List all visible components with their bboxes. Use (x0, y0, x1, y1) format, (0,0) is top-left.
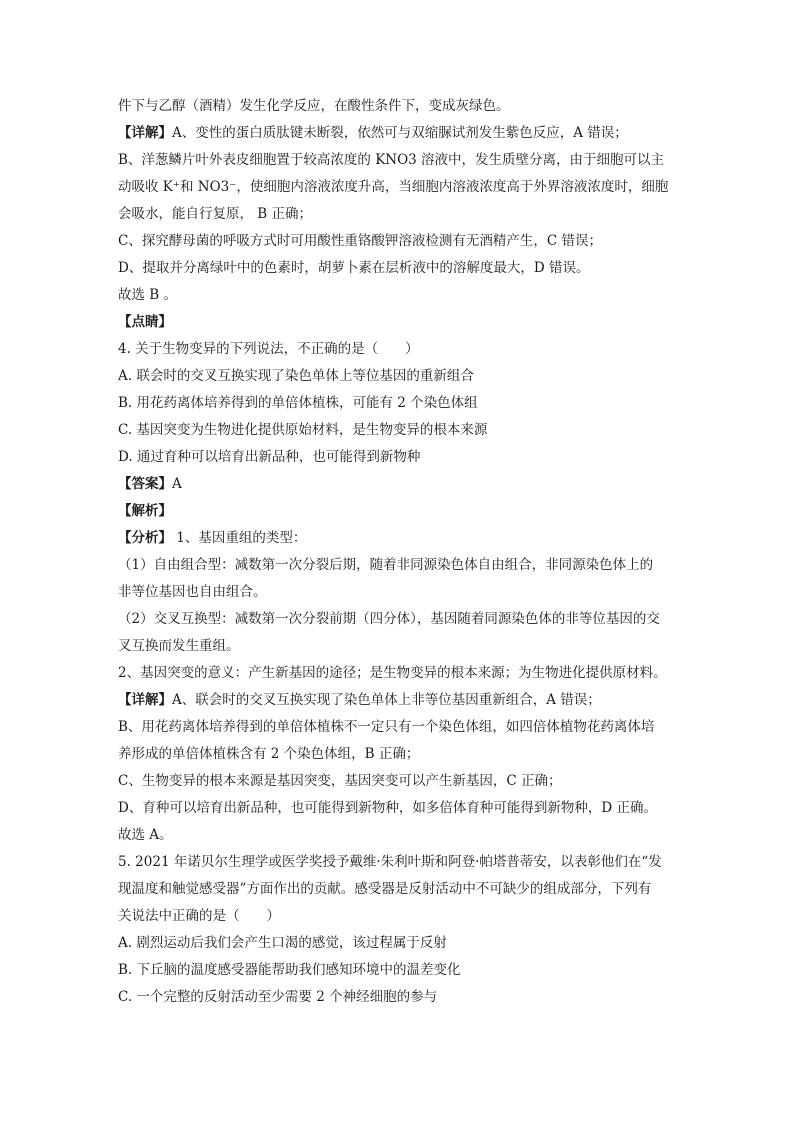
line-text: 会吸水，能自行复原， B 正确； (118, 206, 313, 222)
line-text: （1）自由组合型：减数第一次分裂后期，随着非同源染色体自由组合，非同源染色体上的 (118, 557, 654, 573)
text-line (118, 822, 698, 849)
line-text: 4. 关于生物变异的下列说法，不正确的是（ ） (118, 341, 419, 357)
line-text: D. 通过育种可以培育出新品种，也可能得到新物种 (118, 449, 421, 465)
text-line (118, 93, 698, 120)
section-tag: 【详解】 (118, 125, 172, 141)
line-text: B. 用花药离体培养得到的单倍体植株，可能有 2 个染色体组 (118, 395, 478, 411)
section-tag: 【点睛】 (118, 314, 172, 330)
line-text: A. 联会时的交叉互换实现了染色单体上等位基因的重新组合 (118, 368, 474, 384)
line-text: A、变性的蛋白质肽键未断裂，依然可与双缩脲试剂发生紫色反应，A 错误； (172, 125, 628, 141)
text-line (118, 228, 698, 255)
line-text: D、育种可以培育出新品种，也可能得到新物种，如多倍体育种可能得到新物种，D 正确。 (118, 800, 657, 816)
line-text: 故选 B 。 (118, 287, 178, 303)
text-line (118, 957, 698, 984)
text-line (118, 795, 698, 822)
section-tag: 【分析】 (118, 530, 172, 546)
text-line (118, 525, 698, 552)
text-line (118, 417, 698, 444)
text-line (118, 903, 698, 930)
text-line (118, 714, 698, 741)
text-line (118, 768, 698, 795)
line-text: （2）交叉互换型：减数第一次分裂前期（四分体），基因随着同源染色体的非等位基因的交 (118, 611, 660, 627)
line-text: C. 基因突变为生物进化提供原始材料，是生物变异的根本来源 (118, 422, 488, 438)
line-text: 非等位基因也自由组合。 (118, 584, 267, 600)
text-line (118, 849, 698, 876)
section-tag: 【解析】 (118, 503, 172, 519)
section-tag: 【答案】 (118, 476, 172, 492)
line-text: A. 剧烈运动后我们会产生口渴的感觉，该过程属于反射 (118, 935, 447, 951)
line-text: B、洋葱鳞片叶外表皮细胞置于较高浓度的 KNO3 溶液中，发生质壁分离，由于细胞可以主 (118, 152, 665, 168)
line-text: 5. 2021 年诺贝尔生理学或医学奖授予戴维·朱利叶斯和阿登·帕塔普蒂安，以表彰他们在“发 (118, 854, 662, 870)
line-text: 2、基因突变的意义：产生新基因的途径；是生物变异的根本来源；为生物进化提供原材料。 (118, 665, 667, 681)
section-tag: 【详解】 (118, 692, 172, 708)
line-text: B、用花药离体培养得到的单倍体植株不一定只有一个染色体组，如四倍体植物花药离体培 (118, 719, 655, 735)
line-text: 1、基因重组的类型： (172, 530, 307, 546)
text-line (118, 282, 698, 309)
text-line (118, 741, 698, 768)
line-text: 故选 A。 (118, 827, 173, 843)
text-line (118, 255, 698, 282)
text-line (118, 444, 698, 471)
line-text: 动吸收 K⁺和 NO3⁻，使细胞内溶液浓度升高，当细胞内溶液浓度高于外界溶液浓度时，细胞 (118, 179, 669, 195)
line-text: D、提取并分离绿叶中的色素时，胡萝卜素在层析液中的溶解度最大，D 错误。 (118, 260, 590, 276)
line-text: 件下与乙醇（酒精）发生化学反应，在酸性条件下，变成灰绿色。 (118, 98, 510, 114)
line-text: B. 下丘脑的温度感受器能帮助我们感知环境中的温差变化 (118, 962, 461, 978)
text-line (118, 984, 698, 1011)
text-line (118, 471, 698, 498)
line-text: C、探究酵母菌的呼吸方式时可用酸性重铬酸钾溶液检测有无酒精产生，C 错误； (118, 233, 602, 249)
text-line (118, 606, 698, 633)
line-text: 关说法中正确的是（ ） (118, 908, 280, 924)
text-line (118, 498, 698, 525)
text-line (118, 390, 698, 417)
text-line (118, 363, 698, 390)
line-text: 叉互换而发生重组。 (118, 638, 240, 654)
text-line (118, 660, 698, 687)
text-line (118, 336, 698, 363)
text-line (118, 201, 698, 228)
line-text: C. 一个完整的反射活动至少需要 2 个神经细胞的参与 (118, 989, 438, 1005)
line-text: C、生物变异的根本来源是基因突变，基因突变可以产生新基因，C 正确； (118, 773, 562, 789)
document-body (118, 93, 698, 1011)
line-text: 现温度和触觉感受器”方面作出的贡献。感受器是反射活动中不可缺少的组成部分，下列有 (118, 881, 652, 897)
text-line (118, 930, 698, 957)
text-line (118, 876, 698, 903)
line-text: A、联会时的交叉互换实现了染色单体上非等位基因重新组合，A 错误； (172, 692, 601, 708)
text-line (118, 120, 698, 147)
text-line (118, 309, 698, 336)
text-line (118, 633, 698, 660)
text-line (118, 579, 698, 606)
line-text: A (172, 476, 182, 492)
text-line (118, 552, 698, 579)
text-line (118, 174, 698, 201)
line-text: 养形成的单倍体植株含有 2 个染色体组，B 正确； (118, 746, 420, 762)
text-line (118, 147, 698, 174)
text-line (118, 687, 698, 714)
